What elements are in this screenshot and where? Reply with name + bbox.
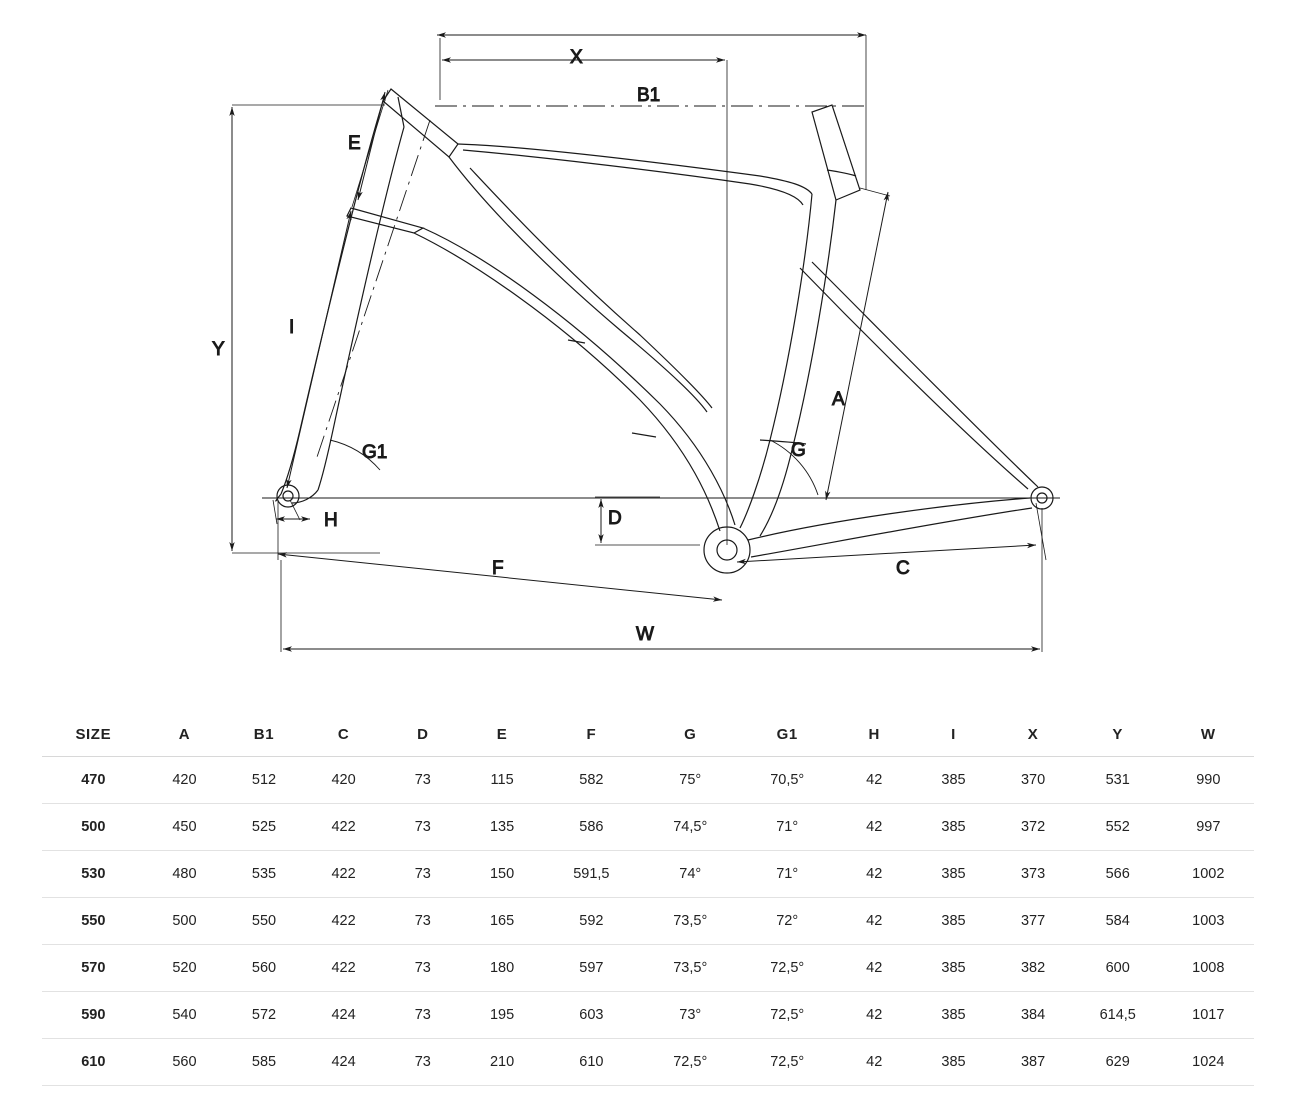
cell-g: 75° [679, 772, 702, 788]
cell-e: 210 [489, 1054, 515, 1070]
dim-label-B1: B1 [637, 85, 661, 106]
cell-c: 422 [331, 960, 356, 976]
cell-e: 180 [489, 960, 515, 976]
cell-y: 584 [1105, 913, 1130, 929]
cell-i: 385 [941, 1007, 966, 1023]
cell-g1: 70,5° [770, 772, 805, 788]
cell-f: 586 [579, 819, 604, 835]
dimension-F [278, 500, 722, 600]
dim-label-W: W [636, 624, 654, 645]
table-row [42, 945, 1254, 992]
cell-x: 373 [1020, 866, 1046, 882]
cell-a: 500 [172, 913, 197, 929]
cell-c: 424 [331, 1007, 356, 1023]
dim-label-I: I [289, 317, 295, 338]
table-row [42, 992, 1254, 1039]
cell-x: 384 [1020, 1007, 1046, 1023]
dim-label-X: X [570, 47, 583, 68]
dimension-Y [232, 105, 388, 553]
cell-y: 552 [1105, 819, 1130, 835]
cell-d: 73 [414, 1007, 431, 1023]
cell-i: 385 [941, 819, 966, 835]
dim-label-G1: G1 [362, 442, 388, 463]
cell-w: 997 [1196, 819, 1221, 835]
cell-x: 370 [1020, 772, 1046, 788]
cell-w: 1003 [1192, 913, 1225, 929]
cell-f: 597 [579, 960, 604, 976]
column-header-size: SIZE [42, 712, 145, 757]
cell-i: 385 [941, 772, 966, 788]
cell-c: 424 [331, 1054, 356, 1070]
column-header-i: I [914, 712, 994, 757]
dimension-A [826, 188, 890, 500]
cell-g: 72,5° [673, 1054, 708, 1070]
cell-e: 115 [490, 772, 514, 788]
cell-i: 385 [941, 913, 966, 929]
table-row [42, 804, 1254, 851]
table-header-row [42, 712, 1254, 757]
cell-d: 73 [414, 960, 431, 976]
cell-y: 566 [1105, 866, 1130, 882]
cell-b1: 525 [251, 819, 277, 835]
cell-b1: 560 [251, 960, 277, 976]
dim-label-G: G [791, 440, 806, 461]
cell-w: 1002 [1192, 866, 1225, 882]
dim-label-D: D [608, 508, 622, 529]
cell-f: 610 [579, 1054, 604, 1070]
cell-d: 73 [414, 772, 431, 788]
dim-label-Y: Y [212, 339, 225, 360]
dim-label-E: E [348, 133, 361, 154]
dimension-I [287, 211, 351, 488]
dim-label-H: H [324, 510, 338, 531]
table-row [42, 1039, 1254, 1086]
column-header-d: D [383, 712, 462, 757]
column-header-f: F [542, 712, 641, 757]
cell-a: 560 [172, 1054, 197, 1070]
cell-d: 73 [414, 913, 431, 929]
cell-h: 42 [866, 866, 883, 882]
cell-b1: 572 [251, 1007, 277, 1023]
cell-d: 73 [414, 866, 431, 882]
cell-w: 1017 [1192, 1007, 1225, 1023]
column-header-y: Y [1073, 712, 1163, 757]
cell-w: 1024 [1192, 1054, 1225, 1070]
column-header-h: H [835, 712, 914, 757]
cell-x: 387 [1020, 1054, 1046, 1070]
dimension-B1 [437, 35, 866, 190]
cell-e: 135 [489, 819, 515, 835]
cell-h: 42 [866, 819, 883, 835]
cell-h: 42 [866, 772, 883, 788]
cell-size: 470 [81, 772, 106, 788]
cell-g1: 72,5° [770, 1007, 805, 1023]
cell-size: 530 [81, 866, 106, 882]
table-row [42, 898, 1254, 945]
cell-size: 590 [81, 1007, 106, 1023]
cell-a: 480 [172, 866, 197, 882]
cell-d: 73 [414, 819, 431, 835]
cell-g1: 72,5° [770, 960, 805, 976]
geometry-table [42, 712, 1254, 1086]
cell-y: 614,5 [1099, 1007, 1136, 1023]
cell-size: 500 [81, 819, 106, 835]
cell-g: 74° [679, 866, 702, 882]
column-header-e: E [462, 712, 542, 757]
cell-g1: 72,5° [770, 1054, 805, 1070]
cell-h: 42 [866, 1054, 883, 1070]
frame-outline [276, 89, 1053, 573]
cell-h: 42 [866, 1007, 883, 1023]
column-header-g1: G1 [740, 712, 835, 757]
cell-b1: 550 [251, 913, 277, 929]
cell-size: 550 [81, 913, 106, 929]
column-header-a: A [145, 712, 225, 757]
dimension-W [281, 508, 1042, 652]
cell-g: 73,5° [673, 960, 708, 976]
cell-size: 570 [81, 960, 106, 976]
cell-e: 195 [489, 1007, 515, 1023]
dim-label-A: A [832, 389, 845, 410]
cell-f: 603 [579, 1007, 604, 1023]
cell-g1: 71° [776, 866, 799, 882]
cell-w: 1008 [1192, 960, 1225, 976]
cell-a: 520 [172, 960, 197, 976]
dim-label-C: C [896, 558, 910, 579]
cell-x: 382 [1020, 960, 1046, 976]
cell-i: 385 [941, 960, 966, 976]
cell-x: 377 [1020, 913, 1046, 929]
cell-h: 42 [866, 960, 883, 976]
cell-f: 592 [579, 913, 604, 929]
cell-g1: 71° [776, 819, 799, 835]
cell-h: 42 [866, 913, 883, 929]
cell-c: 420 [331, 772, 356, 788]
dimension-X [440, 38, 727, 545]
column-header-w: W [1163, 712, 1254, 757]
cell-g: 73,5° [673, 913, 708, 929]
cell-f: 591,5 [573, 866, 610, 882]
geometry-table-container [42, 712, 1254, 1086]
cell-a: 540 [172, 1007, 197, 1023]
cell-y: 531 [1105, 772, 1130, 788]
cell-d: 73 [414, 1054, 431, 1070]
cell-g: 73° [679, 1007, 702, 1023]
cell-e: 165 [489, 913, 515, 929]
cell-a: 420 [172, 772, 197, 788]
cell-i: 385 [941, 1054, 966, 1070]
cell-b1: 512 [251, 772, 277, 788]
cell-g1: 72° [776, 913, 799, 929]
cell-x: 372 [1020, 819, 1046, 835]
dim-label-F: F [492, 558, 504, 579]
cell-a: 450 [172, 819, 197, 835]
column-header-g: G [641, 712, 740, 757]
column-header-c: C [304, 712, 384, 757]
cell-b1: 535 [251, 866, 277, 882]
cell-size: 610 [81, 1054, 106, 1070]
cell-b1: 585 [251, 1054, 277, 1070]
center-lines [262, 106, 1060, 498]
column-header-b1: B1 [224, 712, 304, 757]
cell-i: 385 [941, 866, 966, 882]
cell-y: 600 [1105, 960, 1130, 976]
cell-e: 150 [489, 866, 515, 882]
column-header-x: X [993, 712, 1073, 757]
dimension-H [273, 500, 310, 524]
table-row [42, 851, 1254, 898]
cell-y: 629 [1105, 1054, 1130, 1070]
cell-c: 422 [331, 866, 356, 882]
cell-w: 990 [1196, 772, 1221, 788]
cell-c: 422 [331, 819, 356, 835]
cell-c: 422 [331, 913, 356, 929]
table-row [42, 757, 1254, 804]
cell-g: 74,5° [673, 819, 708, 835]
cell-f: 582 [579, 772, 604, 788]
